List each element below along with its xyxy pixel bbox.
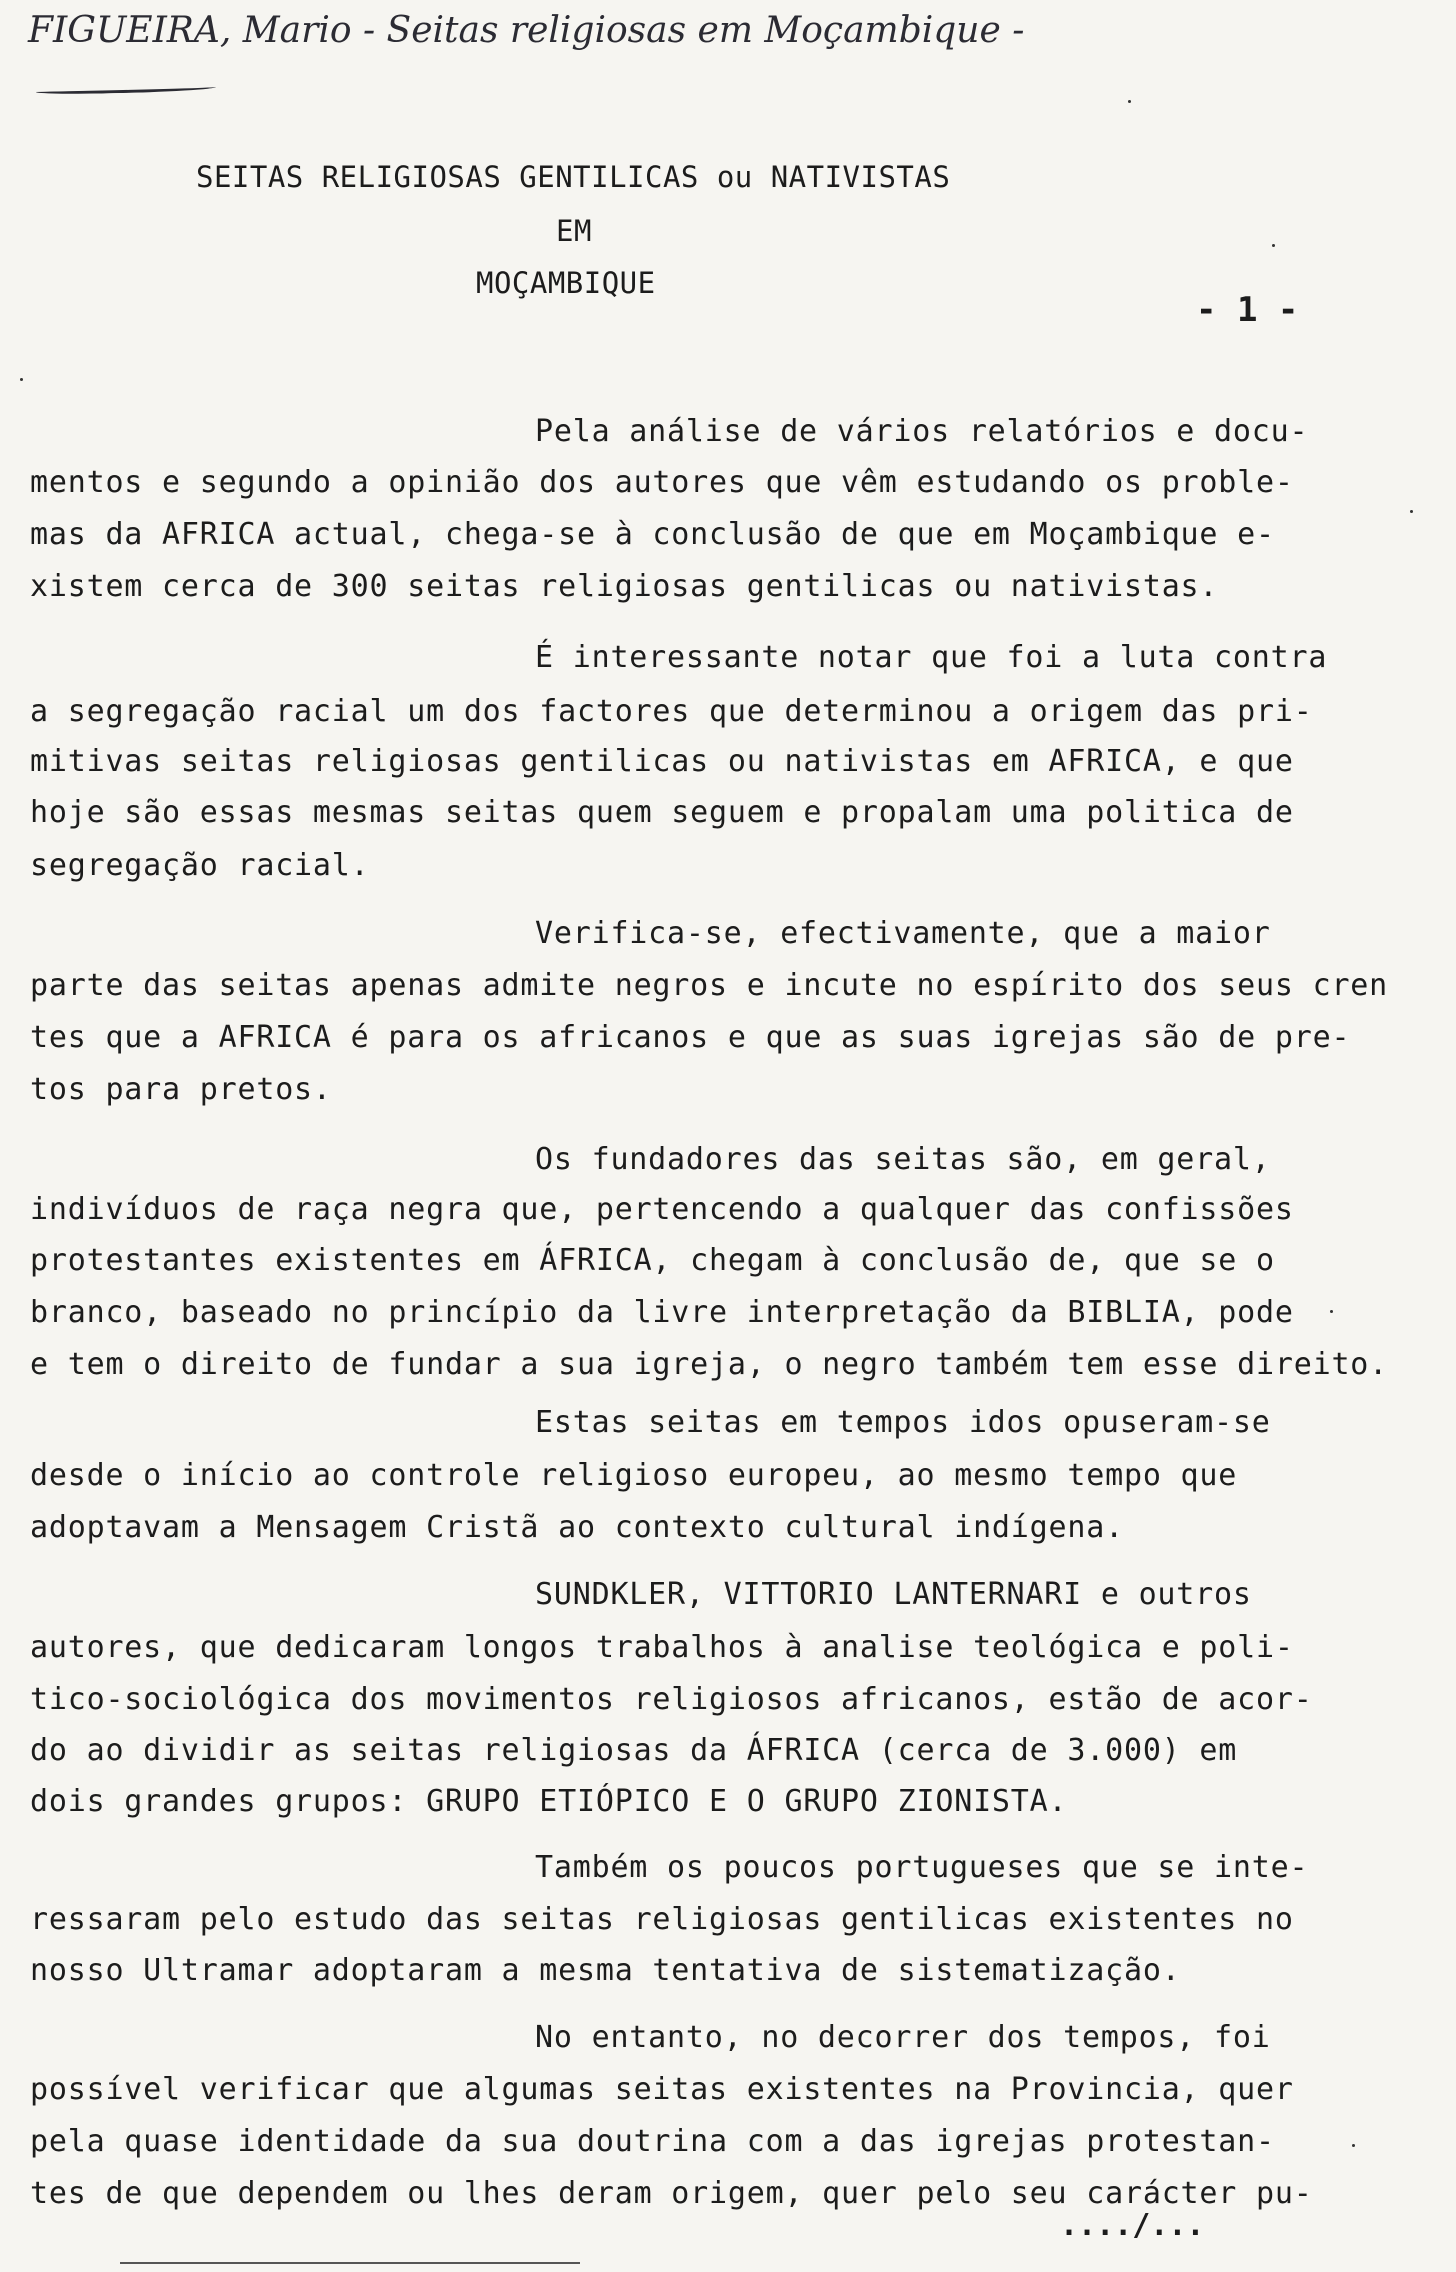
handwritten-underline xyxy=(36,84,216,95)
paragraph-7-line-3: nosso Ultramar adoptaram a mesma tentativa de sistematização. xyxy=(30,1953,1181,1988)
scan-speck xyxy=(1410,510,1413,513)
paragraph-4-line-1: Os fundadores das seitas são, em geral, xyxy=(535,1142,1271,1177)
paragraph-3-line-2: parte das seitas apenas admite negros e incute no espírito dos seus cren xyxy=(30,968,1389,1003)
paragraph-8-line-3: pela quase identidade da sua doutrina com a das igrejas protestan- xyxy=(30,2124,1275,2159)
paragraph-3-line-4: tos para pretos. xyxy=(30,1072,332,1107)
scan-speck xyxy=(1330,1310,1333,1313)
paragraph-4-line-3: protestantes existentes em ÁFRICA, chegam à conclusão de, que se o xyxy=(30,1243,1275,1278)
paragraph-8-line-1: No entanto, no decorrer dos tempos, foi xyxy=(535,2020,1271,2055)
paragraph-1-line-3: mas da AFRICA actual, chega-se à conclusão de que em Moçambique e- xyxy=(30,517,1275,552)
paragraph-7-line-1: Também os poucos portugueses que se inte- xyxy=(535,1850,1309,1885)
paragraph-2-line-2: a segregação racial um dos factores que determinou a origem das pri- xyxy=(30,694,1313,729)
paragraph-1-line-1: Pela análise de vários relatórios e docu- xyxy=(535,414,1309,449)
handwritten-note: FIGUEIRA, Mario - Seitas religiosas em Moçambique - xyxy=(28,10,1025,51)
scan-speck xyxy=(1352,2144,1355,2147)
continuation-mark: ..../... xyxy=(1060,2208,1205,2243)
title-line-3: MOÇAMBIQUE xyxy=(476,266,656,300)
paragraph-4-line-4: branco, baseado no princípio da livre interpretação da BIBLIA, pode xyxy=(30,1295,1294,1330)
paragraph-6-line-4: do ao dividir as seitas religiosas da ÁFRICA (cerca de 3.000) em xyxy=(30,1733,1238,1768)
paragraph-1-line-2: mentos e segundo a opinião dos autores que vêm estudando os proble- xyxy=(30,465,1294,500)
paragraph-4-line-5: e tem o direito de fundar a sua igreja, o negro também tem esse direito. xyxy=(30,1347,1389,1382)
title-line-2: EM xyxy=(556,214,592,248)
title-line-1: SEITAS RELIGIOSAS GENTILICAS ou NATIVISTAS xyxy=(196,160,951,194)
paragraph-6-line-1: SUNDKLER, VITTORIO LANTERNARI e outros xyxy=(535,1577,1252,1612)
paragraph-8-line-2: possível verificar que algumas seitas existentes na Provincia, quer xyxy=(30,2072,1294,2107)
paragraph-7-line-2: ressaram pelo estudo das seitas religiosas gentilicas existentes no xyxy=(30,1902,1294,1937)
paragraph-6-line-2: autores, que dedicaram longos trabalhos à analise teológica e poli- xyxy=(30,1630,1294,1665)
scan-speck xyxy=(20,378,23,381)
scan-speck xyxy=(1272,244,1275,247)
paragraph-2-line-5: segregação racial. xyxy=(30,848,370,883)
paragraph-2-line-1: É interessante notar que foi a luta contra xyxy=(535,640,1328,675)
paragraph-6-line-5: dois grandes grupos: GRUPO ETIÓPICO E O GRUPO ZIONISTA. xyxy=(30,1784,1068,1819)
paragraph-8-line-4: tes de que dependem ou lhes deram origem, quer pelo seu carácter pu- xyxy=(30,2176,1313,2211)
paragraph-3-line-3: tes que a AFRICA é para os africanos e que as suas igrejas são de pre- xyxy=(30,1020,1351,1055)
paragraph-6-line-3: tico-sociológica dos movimentos religiosos africanos, estão de acor- xyxy=(30,1682,1313,1717)
paragraph-2-line-4: hoje são essas mesmas seitas quem seguem e propalam uma politica de xyxy=(30,795,1294,830)
paragraph-3-line-1: Verifica-se, efectivamente, que a maior xyxy=(535,916,1271,951)
footer-rule xyxy=(120,2262,580,2264)
paragraph-5-line-3: adoptavam a Mensagem Cristã ao contexto cultural indígena. xyxy=(30,1510,1124,1545)
paragraph-4-line-2: indivíduos de raça negra que, pertencendo a qualquer das confissões xyxy=(30,1192,1294,1227)
paragraph-1-line-4: xistem cerca de 300 seitas religiosas gentilicas ou nativistas. xyxy=(30,569,1219,604)
paragraph-5-line-2: desde o início ao controle religioso europeu, ao mesmo tempo que xyxy=(30,1458,1238,1493)
paragraph-5-line-1: Estas seitas em tempos idos opuseram-se xyxy=(535,1405,1271,1440)
scan-speck xyxy=(1128,100,1131,103)
paragraph-2-line-3: mitivas seitas religiosas gentilicas ou nativistas em AFRICA, e que xyxy=(30,744,1294,779)
page-number: - 1 - xyxy=(1196,290,1299,330)
